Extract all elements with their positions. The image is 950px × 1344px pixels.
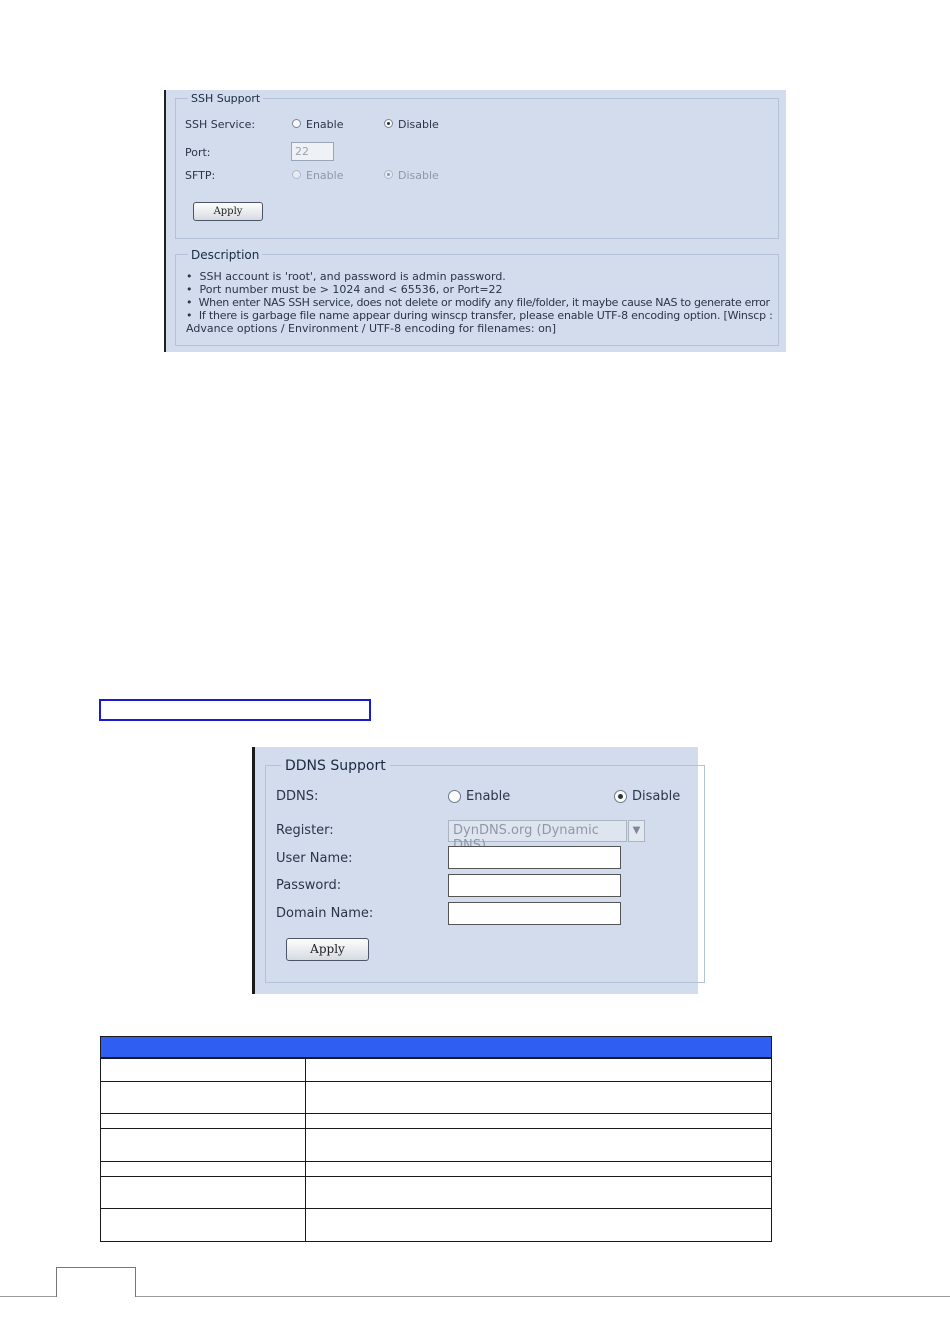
description-line: • Port number must be > 1024 and < 65536, or Port=22 xyxy=(186,283,503,296)
description-line: • If there is garbage file name appear during winscp transfer, please enable UTF-8 encoding option. [Winscp : xyxy=(186,309,773,322)
ddns-enable-label[interactable]: Enable xyxy=(466,789,511,804)
page-number-tab xyxy=(56,1267,136,1297)
ssh-support-fieldset xyxy=(175,98,779,239)
table-row-divider xyxy=(100,1241,772,1242)
sftp-enable-label[interactable]: Enable xyxy=(306,169,344,182)
sftp-label: SFTP: xyxy=(185,169,216,182)
ssh-disable-radio[interactable] xyxy=(384,119,393,128)
chevron-down-icon[interactable]: ▼ xyxy=(628,820,645,842)
table-row-divider xyxy=(100,1176,772,1177)
port-label: Port: xyxy=(185,146,211,159)
ddns-disable-label[interactable]: Disable xyxy=(632,789,681,804)
table-row-divider xyxy=(100,1208,772,1209)
highlight-box xyxy=(99,699,371,721)
port-input[interactable]: 22 xyxy=(291,142,334,161)
sftp-disable-radio[interactable] xyxy=(384,170,393,179)
ssh-enable-label[interactable]: Enable xyxy=(306,118,344,131)
ddns-support-panel xyxy=(252,747,698,994)
ddns-apply-button[interactable]: Apply xyxy=(286,938,369,961)
password-input[interactable] xyxy=(448,874,621,897)
password-label: Password: xyxy=(276,878,342,893)
ssh-enable-radio[interactable] xyxy=(292,119,301,128)
description-line: Advance options / Environment / UTF-8 encoding for filenames: on] xyxy=(186,322,557,335)
footer-rule xyxy=(0,1296,950,1297)
domain-name-label: Domain Name: xyxy=(276,906,374,921)
ssh-service-label: SSH Service: xyxy=(185,118,256,131)
ssh-disable-label[interactable]: Disable xyxy=(398,118,439,131)
ssh-support-panel xyxy=(164,90,786,352)
ssh-apply-button[interactable]: Apply xyxy=(193,202,263,221)
sftp-enable-radio[interactable] xyxy=(292,170,301,179)
table-row-divider xyxy=(100,1081,772,1082)
table-header-bar xyxy=(100,1036,772,1058)
table-row-divider xyxy=(100,1058,772,1059)
ssh-support-legend: SSH Support xyxy=(188,92,263,105)
domain-name-input[interactable] xyxy=(448,902,621,925)
register-select[interactable]: DynDNS.org (Dynamic xyxy=(448,820,627,842)
table-row-divider xyxy=(100,1161,772,1162)
username-input[interactable] xyxy=(448,846,621,869)
ddns-disable-radio[interactable] xyxy=(614,790,627,803)
ddns-enable-radio[interactable] xyxy=(448,790,461,803)
register-label: Register: xyxy=(276,823,334,838)
description-legend: Description xyxy=(188,248,262,262)
description-line: • SSH account is 'root', and password is admin password. xyxy=(186,270,506,283)
username-label: User Name: xyxy=(276,851,353,866)
table-row-divider xyxy=(100,1113,772,1114)
ddns-support-legend: DDNS Support xyxy=(281,758,390,774)
table-column-divider xyxy=(305,1058,306,1242)
table-border-left xyxy=(100,1058,101,1242)
table-row-divider xyxy=(100,1128,772,1129)
sftp-disable-label[interactable]: Disable xyxy=(398,169,439,182)
ddns-label: DDNS: xyxy=(276,789,319,804)
table-border-right xyxy=(771,1058,772,1242)
description-line: • When enter NAS SSH service, does not delete or modify any file/folder, it maybe cause NAS to generate error xyxy=(186,296,770,309)
